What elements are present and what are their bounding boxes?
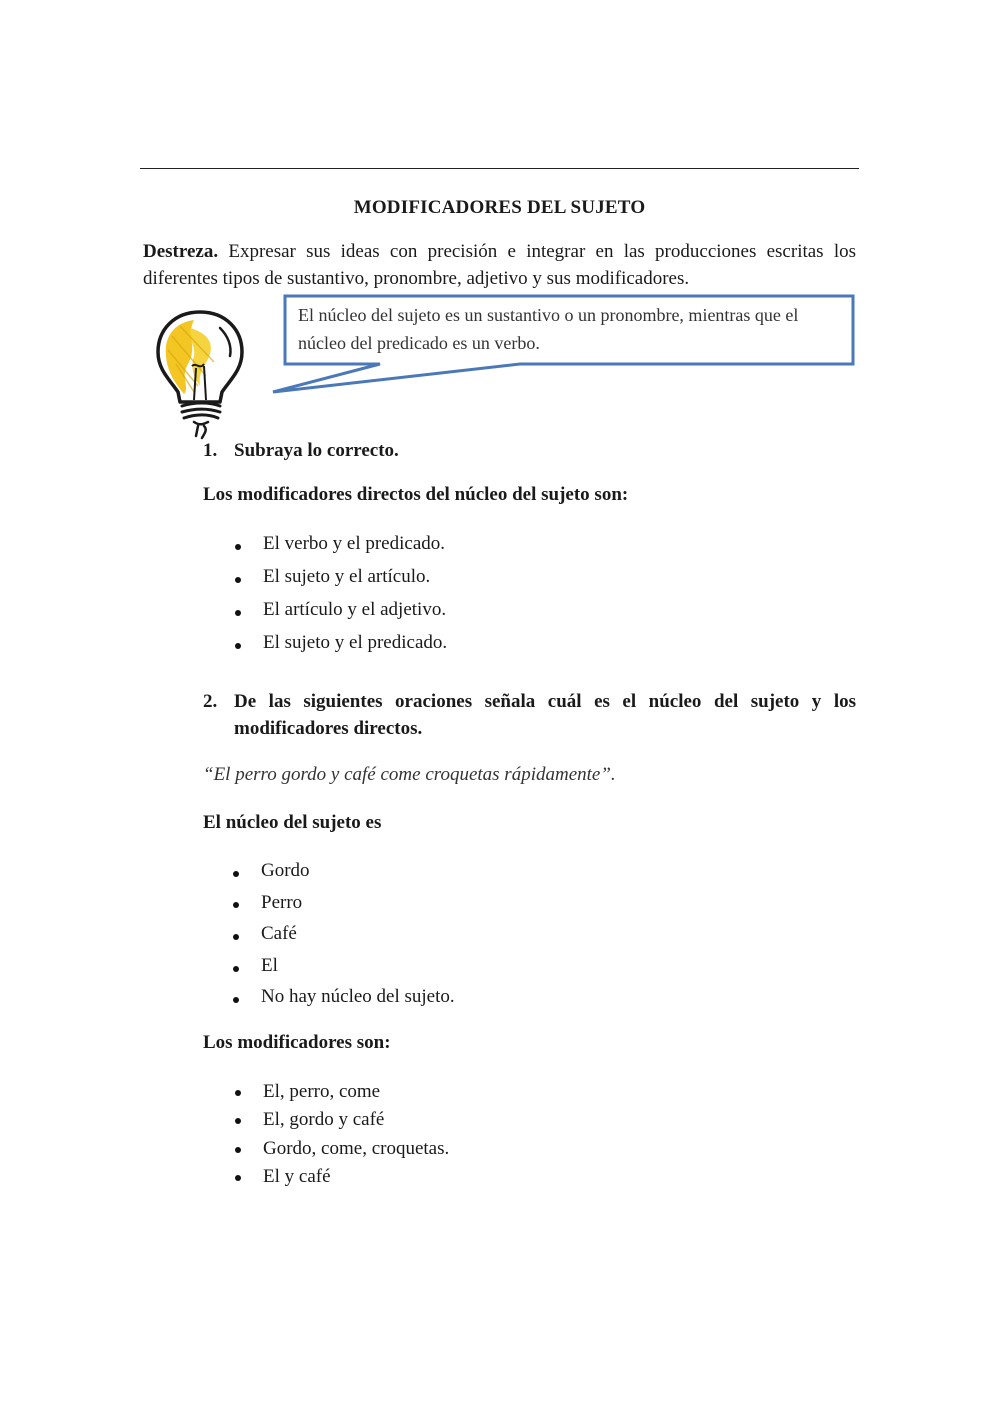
list-item[interactable]: El artículo y el adjetivo. <box>233 596 447 629</box>
question-1-instruction: Subraya lo correcto. <box>234 440 399 461</box>
lightbulb-icon <box>150 306 250 440</box>
modifiers-options <box>233 1079 449 1192</box>
nucleus-prompt: El núcleo del sujeto es <box>203 812 382 833</box>
skill-label: Destreza. <box>143 241 219 262</box>
page-title: MODIFICADORES DEL SUJETO <box>353 197 646 218</box>
question-1-prompt: Los modificadores directos del núcleo del sujeto son: <box>203 484 629 505</box>
question-1-heading <box>203 440 856 462</box>
question-1-options <box>233 530 447 662</box>
skill-text: Expresar sus ideas con precisión e integrar en las producciones escritas los diferentes tipos de sustantivo, pronombre, adjetivo y sus modificadores. <box>143 241 856 289</box>
list-item[interactable]: Café <box>231 921 455 953</box>
list-item[interactable]: El sujeto y el predicado. <box>233 629 447 662</box>
list-item[interactable]: Gordo <box>231 858 455 890</box>
nucleus-options <box>231 858 455 1016</box>
list-item[interactable]: El <box>231 953 455 985</box>
question-1-number: 1. <box>203 440 218 461</box>
list-item[interactable]: No hay núcleo del sujeto. <box>231 984 455 1016</box>
list-item[interactable]: El sujeto y el artículo. <box>233 563 447 596</box>
list-item[interactable]: El y café <box>233 1164 449 1192</box>
example-sentence: “El perro gordo y café come croquetas rápidamente”. <box>203 764 616 785</box>
list-item[interactable]: Gordo, come, croquetas. <box>233 1136 449 1164</box>
header-rule <box>140 168 859 169</box>
question-2-heading <box>203 688 856 742</box>
tip-text: El núcleo del sujeto es un sustantivo o un pronombre, mientras que el núcleo del predicado es un verbo. <box>298 305 799 353</box>
skill-paragraph <box>143 238 856 292</box>
list-item[interactable]: El, gordo y café <box>233 1107 449 1135</box>
question-2-number: 2. <box>203 691 218 712</box>
list-item[interactable]: El verbo y el predicado. <box>233 530 447 563</box>
list-item[interactable]: Perro <box>231 890 455 922</box>
question-2-instruction: De las siguientes oraciones señala cuál es el núcleo del sujeto y los modificadores directos. <box>234 691 856 739</box>
modifiers-prompt: Los modificadores son: <box>203 1032 391 1053</box>
list-item[interactable]: El, perro, come <box>233 1079 449 1107</box>
